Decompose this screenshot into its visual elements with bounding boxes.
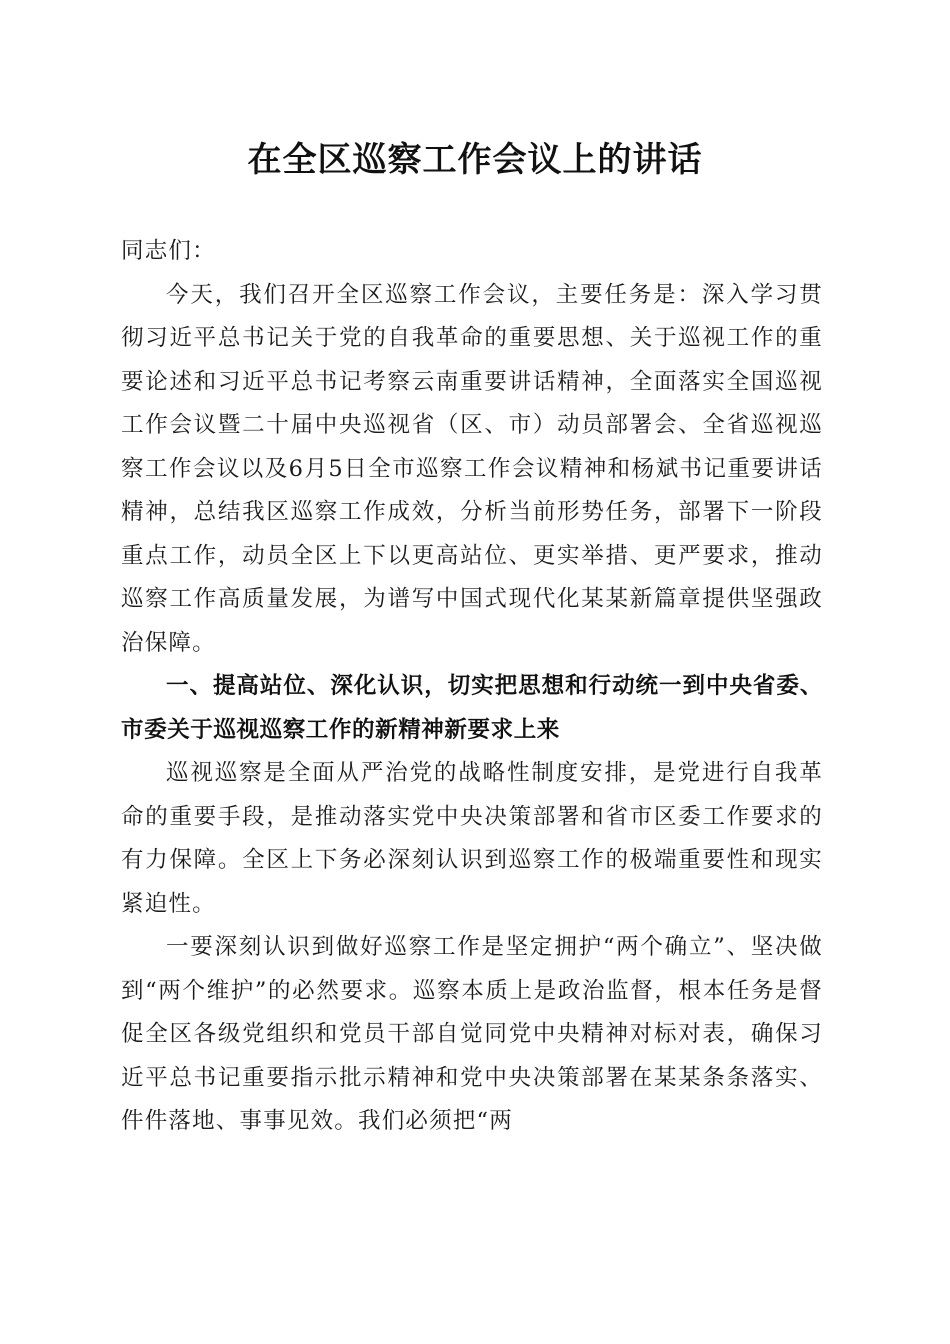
paragraph-point-1: 一要深刻认识到做好巡察工作是坚定拥护“两个确立”、坚决做到“两个维护”的必然要求。巡察本质上是政治监督，根本任务是督促全区各级党组织和党员干部自觉同党中央精神对标对表，确保习近平总书记重要指示批示精神和党中央决策部署在某某条条落实、件件落地、事事见效。我们必须把“两: [121, 934, 823, 1134]
section-heading-1: 一、提高站位、深化认识，切实把思想和行动统一到中央省委、市委关于巡视巡察工作的新精神新要求上来: [121, 673, 823, 743]
salutation: 同志们：: [121, 238, 216, 264]
paragraph-section-1: 巡视巡察是全面从严治党的战略性制度安排，是党进行自我革命的重要手段，是推动落实党中央决策部署和省市区委工作要求的有力保障。全区上下务必深刻认识到巡察工作的极端重要性和现实紧迫性。: [121, 760, 823, 917]
paragraph-intro: 今天，我们召开全区巡察工作会议，主要任务是：深入学习贯彻习近平总书记关于党的自我革命的重要思想、关于巡视工作的重要论述和习近平总书记考察云南重要讲话精神，全面落实全国巡视工作会议暨二十届中央巡视省（区、市）动员部署会、全省巡视巡察工作会议以及6月5日全市巡察工作会议精神和杨斌书记重要讲话精神，总结我区巡察工作成效，分析当前形势任务，部署下一阶段重点工作，动员全区上下以更高站位、更实举措、更严要求，推动巡察工作高质量发展，为谱写中国式现代化某某新篇章提供坚强政治保障。: [121, 281, 823, 656]
document-title: 在全区巡察工作会议上的讲话: [247, 140, 703, 180]
document-body: [121, 230, 823, 1144]
